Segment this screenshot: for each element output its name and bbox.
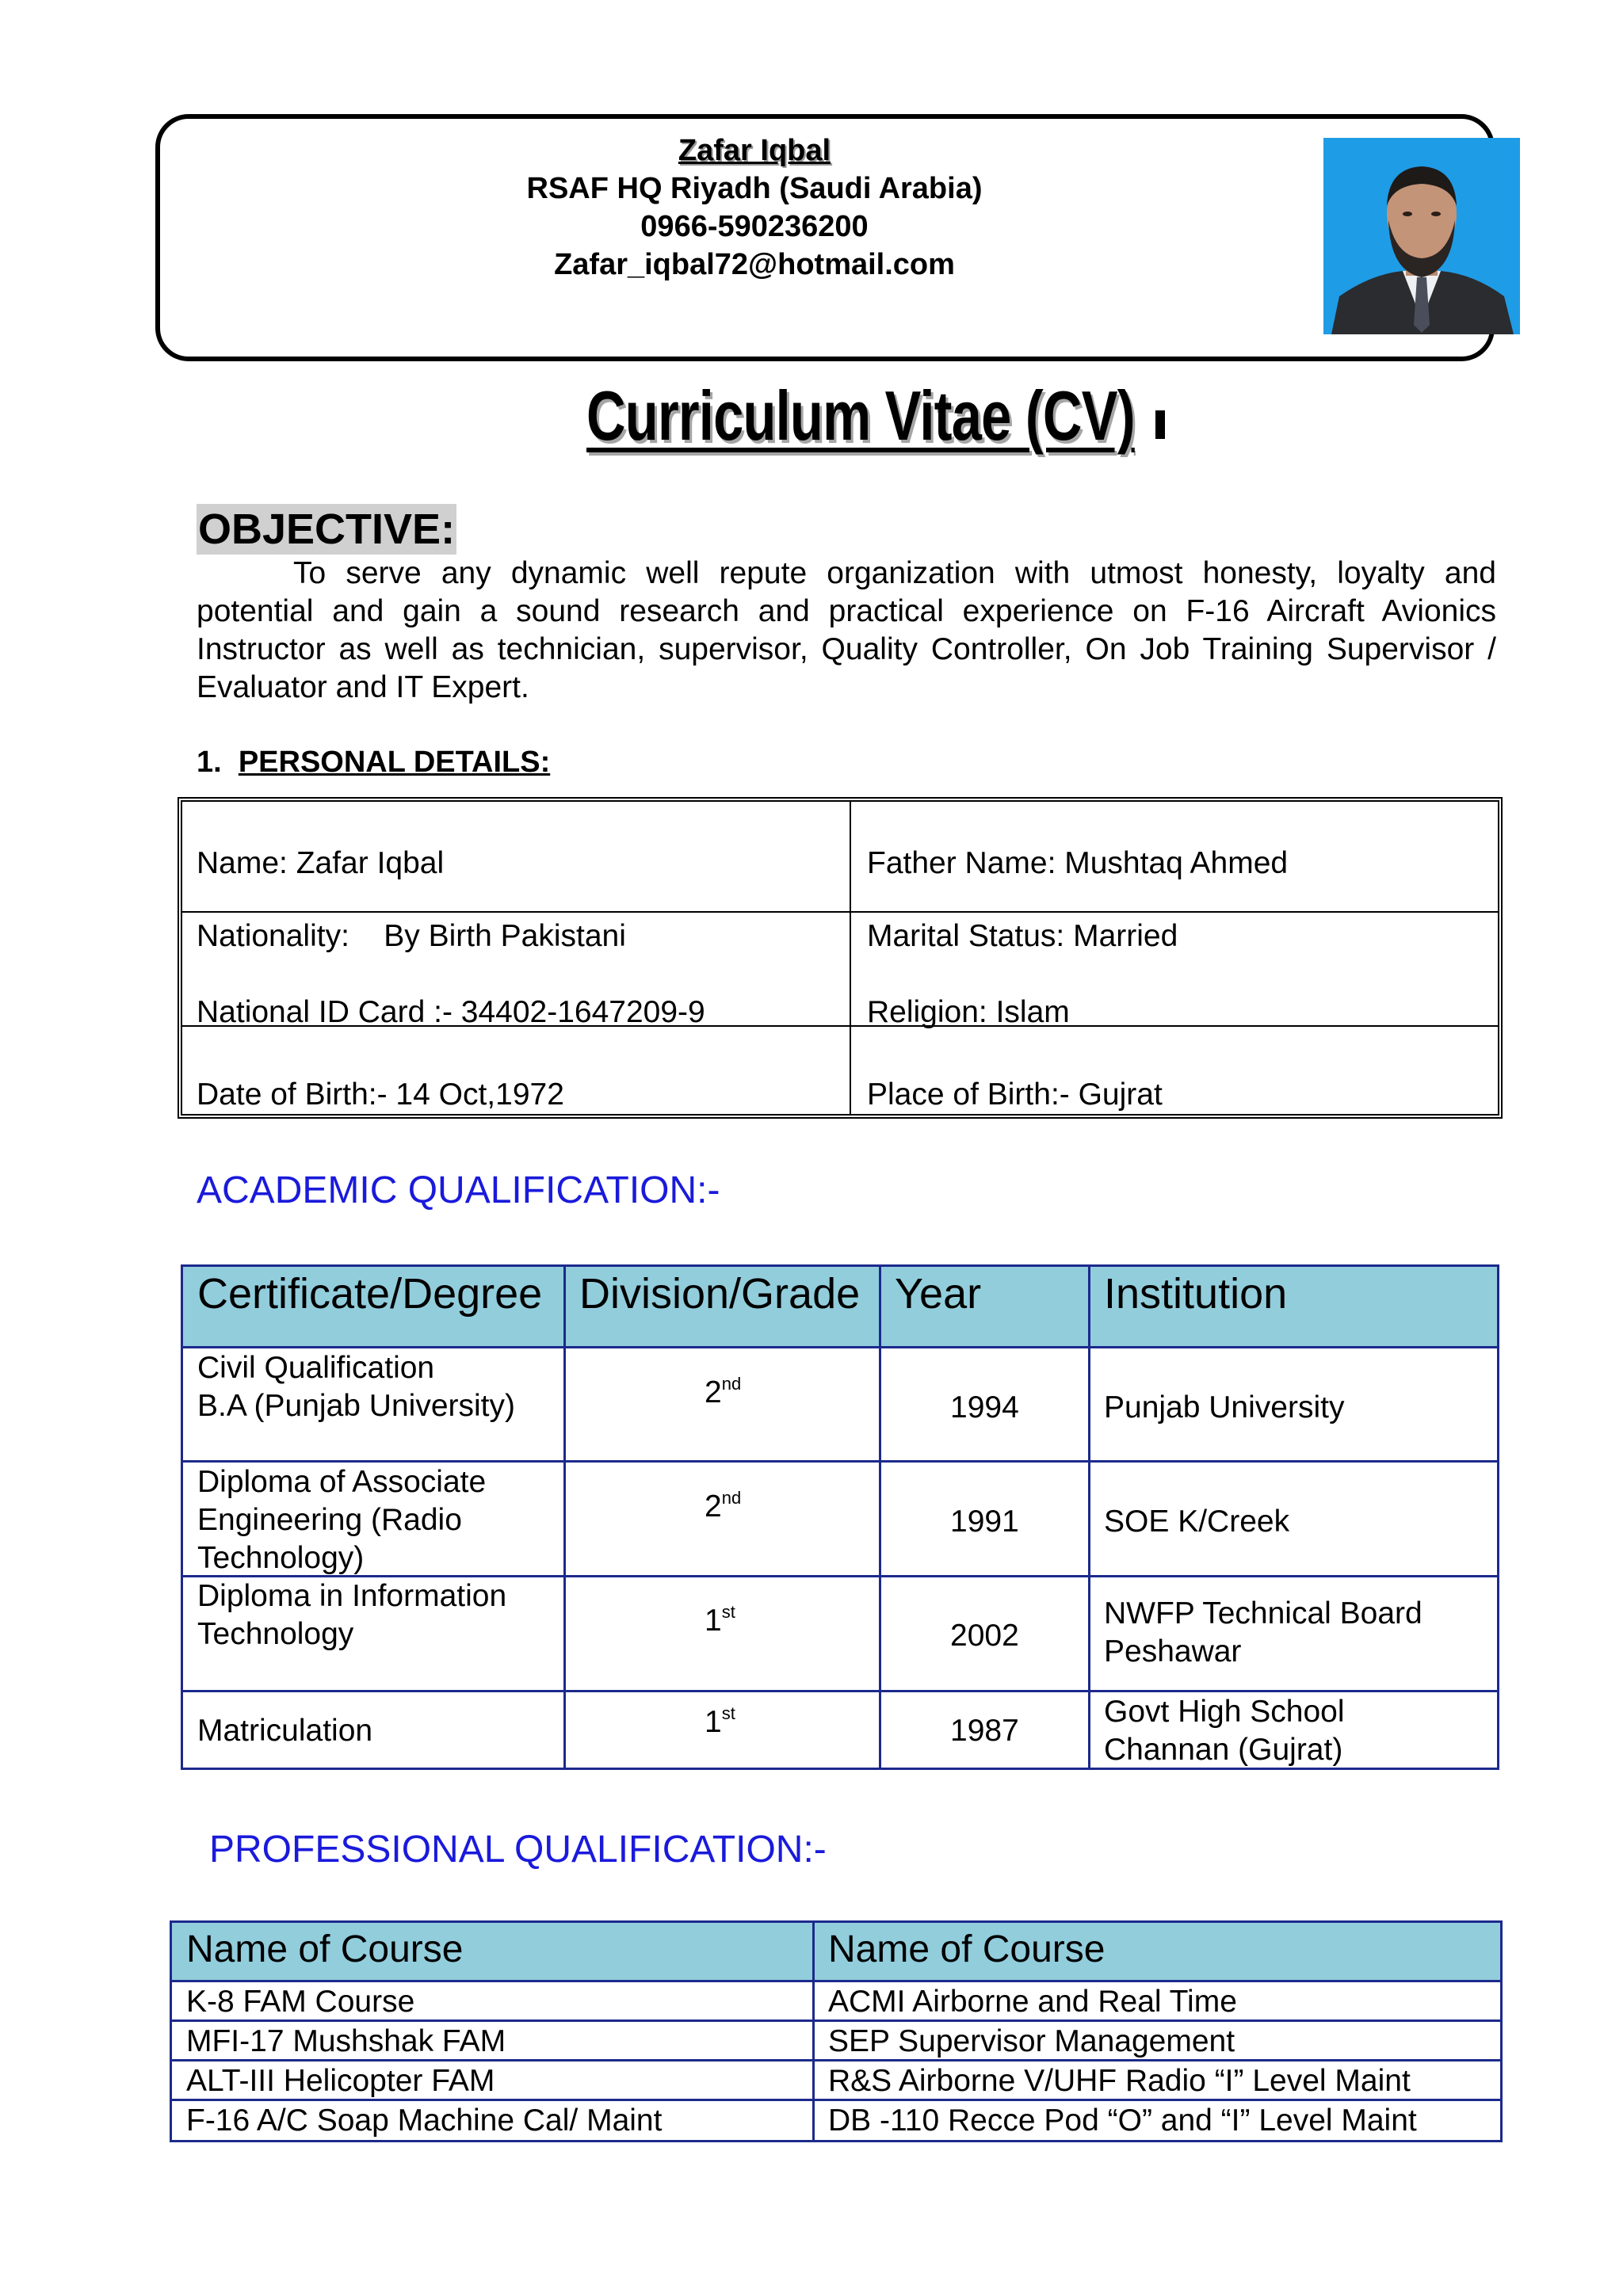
column-divider — [563, 1267, 566, 1768]
document-title: Curriculum Vitae (CV) — [586, 376, 1135, 455]
objective-body: To serve any dynamic well repute organization with utmost honesty, loyalty and potential and gain a sound research and practical experience on F-16 Aircraft Avionics Instructor as well as technician, supervisor, Quality Controller, On Job Training Supervisor / Evaluator and IT Expert. — [197, 556, 1496, 704]
table-row-institution — [1104, 1693, 1345, 1769]
professional-heading: PROFESSIONAL QUALIFICATION:- — [209, 1829, 827, 1871]
cell-line: Govt High School — [1104, 1695, 1345, 1729]
title-mark — [1155, 410, 1165, 439]
row-divider — [183, 1460, 1497, 1463]
table-row-institution — [1104, 1389, 1344, 1427]
cell-line: Civil Qualification — [197, 1351, 435, 1385]
table-row-course: DB -110 Recce Pod “O” and “I” Level Maint — [828, 2103, 1417, 2138]
section-title: PERSONAL DETAILS: — [238, 746, 551, 779]
name-cell: Name: Zafar Iqbal — [197, 846, 445, 880]
row-divider — [182, 911, 1498, 913]
column-header: Year — [895, 1270, 982, 1318]
father-name-cell: Father Name: Mushtaq Ahmed — [867, 846, 1289, 880]
grade-value: 1 — [705, 1705, 722, 1739]
cell-line: Engineering (Radio — [197, 1503, 462, 1537]
grade-value: 1 — [705, 1604, 722, 1638]
dob-cell: Date of Birth:- 14 Oct,1972 — [197, 1077, 564, 1112]
nationality-cell: Nationality: By Birth Pakistani — [197, 919, 626, 953]
cell-line: Channan (Gujrat) — [1104, 1733, 1343, 1767]
grade-suffix: nd — [721, 1488, 742, 1508]
section-number: 1. — [197, 746, 222, 779]
personal-details-heading — [197, 743, 550, 781]
person-portrait-icon — [1323, 138, 1520, 334]
place-of-birth-cell: Place of Birth:- Gujrat — [867, 1077, 1163, 1112]
religion-cell: Religion: Islam — [867, 995, 1070, 1029]
table-row-certificate — [197, 1463, 486, 1577]
column-header: Institution — [1104, 1270, 1288, 1318]
table-row-institution — [1104, 1503, 1289, 1541]
cell-line: B.A (Punjab University) — [197, 1389, 515, 1423]
email-address: Zafar_iqbal72@hotmail.com — [554, 248, 955, 281]
cell-line: Diploma of Associate — [197, 1465, 487, 1499]
table-row-grade — [705, 1365, 741, 1412]
cell-line: Peshawar — [1104, 1634, 1242, 1669]
objective-text — [197, 555, 1496, 707]
table-row-year: 1991 — [950, 1505, 1019, 1539]
table-row-course: ACMI Airborne and Real Time — [828, 1985, 1237, 2019]
academic-heading: ACADEMIC QUALIFICATION:- — [197, 1169, 720, 1211]
cell-line: Technology) — [197, 1541, 365, 1575]
national-id-cell: National ID Card :- 34402-1647209-9 — [197, 995, 705, 1029]
table-row-grade — [705, 1695, 735, 1741]
personal-details-table — [178, 797, 1503, 1119]
marital-status-cell: Marital Status: Married — [867, 919, 1178, 953]
professional-table — [170, 1920, 1503, 2142]
phone-number: 0966-590236200 — [640, 210, 869, 243]
table-row-year: 1994 — [950, 1390, 1019, 1425]
academic-table — [181, 1264, 1499, 1770]
cell-line: NWFP Technical Board — [1104, 1596, 1423, 1630]
table-row-institution — [1104, 1595, 1423, 1671]
table-row-year: 2002 — [950, 1619, 1019, 1653]
table-row-course: SEP Supervisor Management — [828, 2024, 1235, 2058]
row-divider — [172, 1980, 1500, 1982]
cell-line: Diploma in Information — [197, 1579, 507, 1613]
objective-heading: OBJECTIVE: — [198, 505, 456, 553]
grade-suffix: st — [721, 1703, 735, 1723]
column-header: Name of Course — [186, 1928, 464, 1970]
column-header: Name of Course — [828, 1928, 1106, 1970]
cell-line: Technology — [197, 1617, 354, 1651]
row-divider — [183, 1690, 1497, 1692]
profile-photo — [1323, 138, 1520, 334]
table-row-grade — [705, 1593, 735, 1640]
table-row-certificate — [197, 1712, 372, 1750]
grade-suffix: st — [721, 1602, 735, 1622]
column-header: Certificate/Degree — [197, 1270, 543, 1318]
cell-line: Punjab University — [1104, 1390, 1345, 1425]
row-divider — [183, 1346, 1497, 1348]
table-row-grade — [705, 1479, 741, 1526]
column-divider — [879, 1267, 881, 1768]
header-box — [155, 114, 1495, 361]
organization: RSAF HQ Riyadh (Saudi Arabia) — [526, 172, 983, 205]
table-row-year: 1987 — [950, 1714, 1019, 1748]
table-row-course: F-16 A/C Soap Machine Cal/ Maint — [186, 2103, 663, 2138]
table-row-course: K-8 FAM Course — [186, 1985, 415, 2019]
table-row-course: ALT-III Helicopter FAM — [186, 2064, 495, 2098]
column-header: Division/Grade — [579, 1270, 861, 1318]
cell-line: Matriculation — [197, 1714, 373, 1748]
cell-line: SOE K/Creek — [1104, 1505, 1290, 1539]
column-divider — [1088, 1267, 1090, 1768]
table-row-certificate — [197, 1577, 506, 1653]
column-divider — [812, 1923, 815, 2140]
table-row-certificate — [197, 1349, 515, 1425]
column-divider — [850, 802, 851, 1114]
grade-suffix: nd — [721, 1374, 742, 1394]
grade-value: 2 — [705, 1375, 722, 1409]
table-row-course: R&S Airborne V/UHF Radio “I” Level Maint — [828, 2064, 1411, 2098]
table-row-course: MFI-17 Mushshak FAM — [186, 2024, 506, 2058]
grade-value: 2 — [705, 1489, 722, 1524]
candidate-name: Zafar Iqbal — [678, 134, 831, 167]
